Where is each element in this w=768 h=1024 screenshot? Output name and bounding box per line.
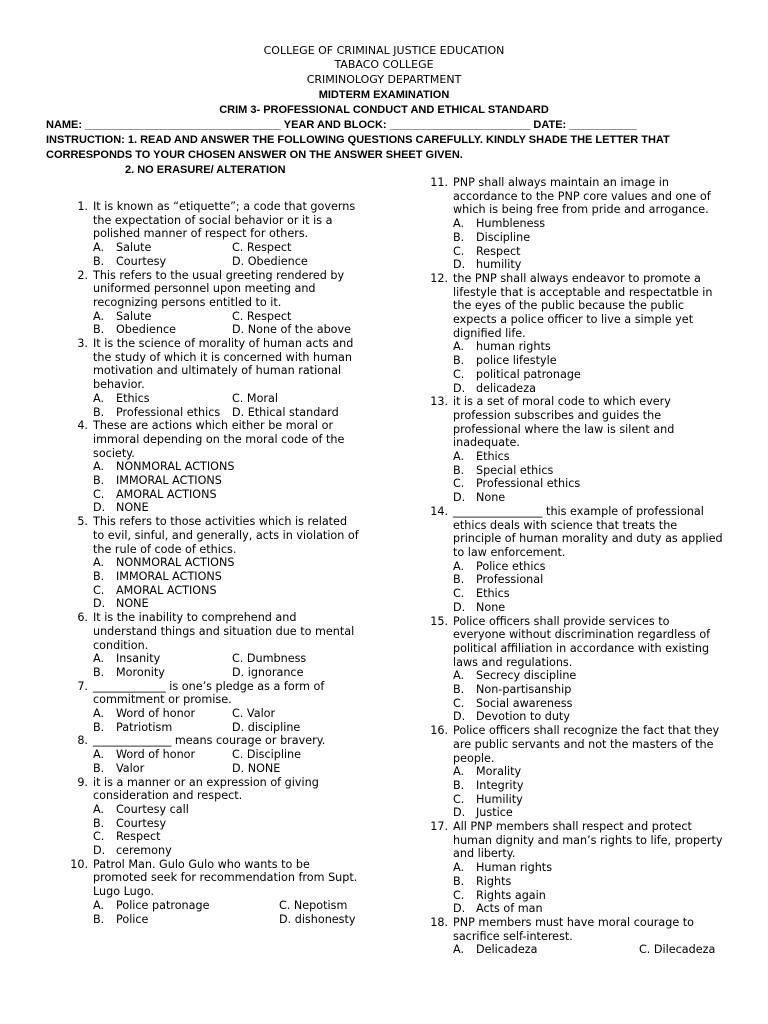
option-text: NONMORAL ACTIONS — [116, 460, 235, 474]
option-c-or-d: C. Respect — [232, 241, 292, 255]
option-row — [453, 354, 725, 368]
option-row — [453, 340, 725, 354]
option-c-or-d: D. dishonesty — [279, 912, 356, 926]
question-item — [70, 337, 360, 392]
option-letter: A. — [453, 765, 465, 779]
option-text: Courtesy call — [116, 802, 189, 816]
option-letter: B. — [93, 569, 105, 583]
option-row — [93, 844, 360, 858]
option-row — [453, 779, 725, 793]
questions-left-column — [70, 200, 360, 926]
option-row — [93, 830, 360, 844]
option-text: Police — [116, 912, 149, 926]
option-row — [453, 464, 725, 478]
option-row — [453, 875, 725, 889]
option-c-or-d: C. Moral — [232, 391, 278, 405]
option-row — [453, 258, 725, 272]
exam-title: MIDTERM EXAMINATION — [318, 89, 450, 101]
option-letter: C. — [453, 696, 465, 710]
option-row — [453, 806, 725, 820]
option-letter: D. — [453, 902, 466, 916]
option-text: political patronage — [476, 367, 581, 381]
question-number: 1. — [77, 200, 88, 213]
question-stem: It is the science of morality of human acts and the study of which it is concerned with human motivation and ultimately of human rational behavior. — [93, 337, 354, 392]
option-a-or-b — [93, 323, 232, 337]
option-row — [453, 710, 725, 724]
option-c-or-d: D. ignorance — [232, 665, 304, 679]
option-letter: B. — [93, 665, 105, 679]
option-text: Social awareness — [476, 696, 573, 710]
option-c-or-d: D. Obedience — [232, 254, 308, 268]
option-row — [70, 666, 360, 680]
question-stem: the PNP shall always endeavor to promote a lifestyle that is acceptable and respectatble in the eyes of the public because the public expects a police officer to live a simple yet dignified life. — [453, 271, 713, 340]
question-number: 9. — [77, 775, 88, 789]
option-c-or-d: C. Discipline — [232, 748, 302, 762]
option-letter: B. — [93, 761, 105, 775]
question-stem: ______________ means courage or bravery. — [93, 734, 326, 748]
option-row — [453, 902, 725, 916]
question-item — [430, 820, 725, 861]
option-text: Professional ethics — [476, 477, 581, 491]
option-text: IMMORAL ACTIONS — [116, 474, 222, 488]
option-a-or-b — [93, 652, 232, 666]
option-letter: D. — [453, 600, 466, 614]
option-text: Non-partisanship — [476, 683, 572, 697]
option-letter: A. — [93, 391, 105, 405]
option-letter: B. — [93, 254, 105, 268]
question-stem: This refers to the usual greeting rendered by uniformed personnel upon meeting and recognizing persons entitled to it. — [93, 268, 345, 309]
option-row — [93, 570, 360, 584]
option-row — [70, 762, 360, 776]
option-letter: A. — [93, 802, 105, 816]
option-c-or-d: C. Dumbness — [232, 652, 307, 666]
question-item — [70, 858, 360, 899]
option-c-or-d: D. NONE — [232, 761, 281, 775]
option-row — [70, 255, 360, 269]
question-item — [430, 272, 725, 341]
option-text: Professional — [476, 573, 544, 587]
option-letter: A. — [453, 669, 465, 683]
option-row — [453, 765, 725, 779]
option-letter: B. — [453, 874, 465, 888]
option-text: Ethics — [116, 391, 150, 405]
option-letter: C. — [93, 830, 105, 844]
option-letter: A. — [453, 450, 465, 464]
option-letter: B. — [93, 816, 105, 830]
option-letter: A. — [453, 217, 465, 231]
question-stem: it is a manner or an expression of giving consideration and respect. — [93, 775, 319, 803]
option-text: Salute — [116, 309, 152, 323]
option-row — [93, 597, 360, 611]
option-row — [453, 889, 725, 903]
option-text: None — [476, 600, 506, 614]
option-letter: A. — [93, 309, 105, 323]
option-row — [453, 669, 725, 683]
option-letter: B. — [453, 230, 465, 244]
question-item — [70, 269, 360, 310]
question-stem: It is the inability to comprehend and understand things and situation due to mental condition. — [93, 611, 355, 652]
option-text: human rights — [476, 340, 551, 354]
option-letter: D. — [93, 501, 106, 515]
question-stem: ________________ this example of professional ethics deals with science that treats the principle of human morality and duty as applied to law enforcement. — [453, 504, 723, 559]
question-number: 4. — [77, 419, 88, 433]
question-item — [430, 916, 725, 943]
option-text: Word of honor — [116, 707, 196, 721]
option-text: Courtesy — [116, 816, 167, 830]
option-row — [453, 793, 725, 807]
option-letter: B. — [453, 778, 465, 792]
option-letter: C. — [453, 888, 465, 902]
question-item — [70, 680, 360, 707]
option-a-or-b — [93, 392, 232, 406]
instruction-line-3: 2. NO ERASURE/ ALTERATION — [125, 164, 286, 176]
option-text: humility — [476, 258, 522, 272]
option-a-or-b — [93, 748, 232, 762]
option-row — [453, 491, 725, 505]
question-number: 10. — [70, 857, 88, 871]
option-letter: C. — [453, 792, 465, 806]
question-stem: it is a set of moral code to which every profession subscribes and guides the professional where the law is silent and inadequate. — [453, 395, 675, 450]
option-a-or-b — [93, 241, 232, 255]
option-c-or-d: C. Valor — [232, 707, 276, 721]
question-stem: This refers to those activities which is related to evil, sinful, and generally, acts in violation of the rule of code of ethics. — [93, 515, 359, 556]
option-letter: A. — [93, 460, 105, 474]
option-a-or-b — [93, 762, 232, 776]
option-text: Rights — [476, 874, 512, 888]
option-letter: C. — [453, 244, 465, 258]
option-row — [70, 310, 360, 324]
option-row — [70, 392, 360, 406]
instruction-line-2: CORRESPONDS TO YOUR CHOSEN ANSWER ON THE ANSWER SHEET GIVEN. — [46, 149, 463, 161]
option-text: Insanity — [116, 652, 161, 666]
option-letter: C. — [93, 583, 105, 597]
option-letter: D. — [453, 806, 466, 820]
question-stem: Police officers shall provide services to everyone without discrimination regardless of political affiliation in accordance with existing laws and regulations. — [453, 614, 711, 669]
option-letter: B. — [453, 463, 465, 477]
question-stem: PNP members must have moral courage to sacrifice self-interest. — [453, 915, 695, 943]
option-text: police lifestyle — [476, 354, 557, 368]
option-row — [453, 683, 725, 697]
option-c-or-d: D. None of the above — [232, 323, 352, 337]
option-text: IMMORAL ACTIONS — [116, 569, 222, 583]
option-a-or-b — [93, 406, 232, 420]
name-year-date-line: NAME: ________________________________ YEAR AND BLOCK: _______________________ DATE: ___________ — [46, 119, 637, 131]
option-letter: C. — [453, 477, 465, 491]
option-letter: D. — [453, 381, 466, 395]
option-row — [453, 477, 725, 491]
option-text: None — [476, 491, 506, 505]
question-item — [70, 419, 360, 460]
option-letter: B. — [453, 573, 465, 587]
option-letter: D. — [93, 597, 106, 611]
option-row — [453, 231, 725, 245]
question-number: 5. — [77, 515, 88, 529]
option-text: Morality — [476, 765, 522, 779]
option-c-or-d: D. Ethical standard — [232, 405, 339, 419]
option-text: Justice — [476, 806, 513, 820]
question-item — [430, 615, 725, 670]
option-a-or-b — [453, 943, 639, 957]
option-text: Police patronage — [116, 898, 210, 912]
option-letter: C. — [93, 487, 105, 501]
option-row — [93, 460, 360, 474]
option-row — [453, 587, 725, 601]
option-row — [453, 573, 725, 587]
question-number: 15. — [430, 614, 448, 628]
question-stem: All PNP members shall respect and protect human dignity and man’s rights to life, property and liberty. — [453, 820, 723, 861]
option-letter: D. — [453, 258, 466, 272]
option-text: AMORAL ACTIONS — [116, 487, 217, 501]
option-text: Salute — [116, 241, 152, 255]
option-row — [93, 474, 360, 488]
option-letter: A. — [453, 861, 465, 875]
option-text: ceremony — [116, 844, 172, 858]
question-number: 16. — [430, 724, 448, 738]
option-letter: D. — [93, 844, 106, 858]
option-row — [93, 584, 360, 598]
option-row — [453, 382, 725, 396]
option-text: Police ethics — [476, 559, 546, 573]
question-stem: These are actions which either be moral or immoral depending on the moral code of the society. — [93, 419, 345, 460]
option-a-or-b — [93, 707, 232, 721]
option-row — [430, 943, 725, 957]
question-item — [430, 724, 725, 765]
question-stem: PNP shall always maintain an image in accordance to the PNP core values and one of which is being free from pride and arrogance. — [453, 176, 711, 217]
option-letter: B. — [453, 683, 465, 697]
option-text: Special ethics — [476, 463, 554, 477]
question-number: 14. — [430, 504, 448, 518]
question-item — [430, 176, 725, 217]
question-item — [70, 515, 360, 556]
option-row — [453, 697, 725, 711]
option-letter: A. — [93, 898, 105, 912]
option-row — [70, 652, 360, 666]
option-text: Human rights — [476, 861, 553, 875]
option-letter: A. — [93, 556, 105, 570]
option-row — [453, 861, 725, 875]
option-row — [453, 450, 725, 464]
question-item — [70, 200, 360, 241]
option-letter: C. — [453, 367, 465, 381]
question-number: 13. — [430, 395, 448, 409]
option-letter: B. — [93, 405, 105, 419]
option-text: Valor — [116, 761, 145, 775]
option-letter: A. — [453, 559, 465, 573]
option-row — [453, 368, 725, 382]
option-text: Courtesy — [116, 254, 167, 268]
option-text: Word of honor — [116, 748, 196, 762]
option-row — [70, 707, 360, 721]
question-number: 3. — [77, 337, 88, 351]
option-a-or-b — [93, 913, 279, 927]
option-row — [453, 560, 725, 574]
option-text: Respect — [476, 244, 521, 258]
option-row — [93, 803, 360, 817]
option-letter: B. — [93, 720, 105, 734]
option-text: Acts of man — [476, 902, 543, 916]
option-letter: B. — [453, 354, 465, 368]
option-text: Patriotism — [116, 720, 173, 734]
option-text: NONE — [116, 501, 149, 515]
option-a-or-b — [93, 721, 232, 735]
option-row — [453, 601, 725, 615]
option-text: Humbleness — [476, 217, 546, 231]
question-item — [70, 611, 360, 652]
option-letter: C. — [453, 587, 465, 601]
option-text: AMORAL ACTIONS — [116, 583, 217, 597]
option-row — [70, 913, 360, 927]
question-number: 2. — [77, 268, 88, 282]
instruction-line-1: INSTRUCTION: 1. READ AND ANSWER THE FOLLOWING QUESTIONS CAREFULLY. KINDLY SHADE THE LETTER THAT — [46, 134, 670, 146]
option-letter: B. — [93, 474, 105, 488]
option-letter: A. — [453, 943, 465, 957]
question-item — [70, 734, 360, 748]
question-stem: Police officers shall recognize the fact that they are public servants and not the masters of the people. — [453, 724, 720, 765]
option-letter: D. — [453, 710, 466, 724]
option-text: Humility — [476, 792, 523, 806]
option-row — [453, 217, 725, 231]
option-text: NONMORAL ACTIONS — [116, 556, 235, 570]
option-row — [93, 817, 360, 831]
question-number: 18. — [430, 915, 448, 929]
option-text: NONE — [116, 597, 149, 611]
question-number: 17. — [430, 820, 448, 834]
question-number: 11. — [430, 176, 448, 189]
college-name: COLLEGE OF CRIMINAL JUSTICE EDUCATION — [263, 44, 505, 57]
option-text: Moronity — [116, 665, 165, 679]
option-row — [70, 323, 360, 337]
option-c-or-d: C. Respect — [232, 309, 292, 323]
option-row — [70, 406, 360, 420]
option-c-or-d: D. discipline — [232, 720, 301, 734]
question-item — [430, 395, 725, 450]
option-letter: B. — [93, 323, 105, 337]
option-text: Discipline — [476, 230, 531, 244]
school-name: TABACO COLLEGE — [334, 58, 434, 71]
option-text: Obedience — [116, 323, 177, 337]
question-item — [70, 776, 360, 803]
option-text: Ethics — [476, 450, 510, 464]
option-a-or-b — [93, 666, 232, 680]
option-letter: A. — [93, 652, 105, 666]
option-text: Rights again — [476, 888, 546, 902]
question-item — [430, 505, 725, 560]
option-row — [93, 501, 360, 515]
question-number: 7. — [77, 679, 88, 693]
option-row — [70, 748, 360, 762]
option-a-or-b — [93, 255, 232, 269]
option-c-or-d: C. Dilecadeza — [639, 943, 716, 957]
option-text: Ethics — [476, 587, 510, 601]
questions-right-column — [430, 176, 725, 957]
option-text: Integrity — [476, 778, 524, 792]
question-stem: _____________ is one’s pledge as a form of commitment or promise. — [93, 679, 325, 707]
option-c-or-d: C. Nepotism — [279, 898, 348, 912]
course-title: CRIM 3- PROFESSIONAL CONDUCT AND ETHICAL STANDARD — [219, 104, 549, 116]
option-text: Delicadeza — [476, 943, 538, 957]
question-stem: Patrol Man. Gulo Gulo who wants to be promoted seek for recommendation from Supt. Lugo Lugo. — [93, 857, 358, 899]
option-text: Professional ethics — [116, 405, 221, 419]
option-text: Secrecy discipline — [476, 669, 577, 683]
option-letter: B. — [93, 912, 105, 926]
option-letter: A. — [93, 707, 105, 721]
question-number: 8. — [77, 734, 88, 748]
question-number: 6. — [77, 611, 88, 625]
option-row — [93, 488, 360, 502]
option-letter: A. — [93, 241, 105, 255]
question-stem: It is known as “etiquette”; a code that governs the expectation of social behavior or it is a polished manner of respect for others. — [93, 200, 356, 241]
option-row — [70, 241, 360, 255]
option-letter: A. — [93, 748, 105, 762]
option-text: Respect — [116, 830, 161, 844]
option-row — [93, 556, 360, 570]
option-row — [453, 245, 725, 259]
option-row — [70, 899, 360, 913]
option-a-or-b — [93, 899, 279, 913]
option-row — [70, 721, 360, 735]
department-name: CRIMINOLOGY DEPARTMENT — [306, 73, 462, 86]
option-text: delicadeza — [476, 381, 536, 395]
option-text: Devotion to duty — [476, 710, 570, 724]
option-a-or-b — [93, 310, 232, 324]
option-letter: A. — [453, 340, 465, 354]
question-number: 12. — [430, 271, 448, 285]
option-letter: D. — [453, 491, 466, 505]
